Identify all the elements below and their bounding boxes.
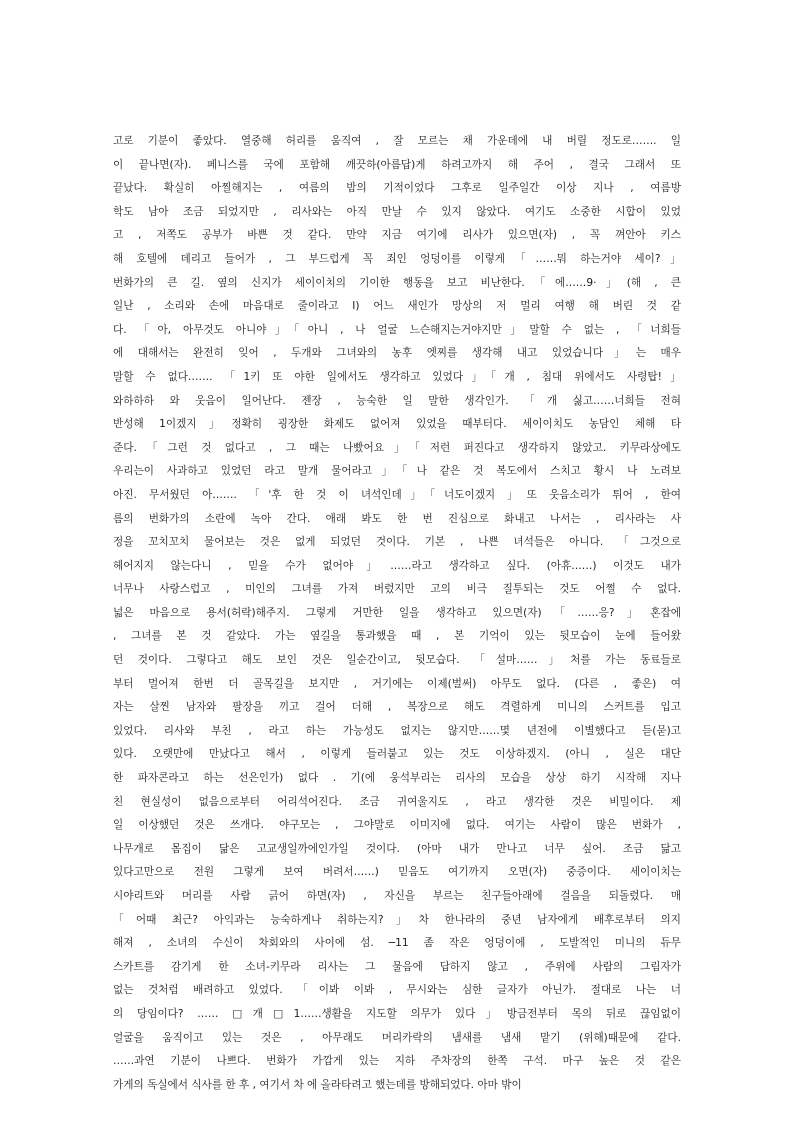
text-line: 끝났다. 확실히 아찔해지는 , 여름의 밤의 기적이었다 그후로 일주일간 이상 지나 , 여름방 — [113, 182, 681, 195]
text-line: 반성해 1이겠지」정확히 굉장한 화제도 없어져 있었을 때부터다. 세이이치도 농담인 체해 타 — [113, 418, 681, 431]
text-line: 「어때 최근? 아익과는 능숙하게나 취하는지?」차 한나라의 중년 남자에게 배후로부터 의지 — [113, 913, 681, 926]
text-line: 에 대해서는 완전히 잊어 , 두개와 그녀와의 농후 엣찌를 생각해 내고 있었습니다」는 매우 — [113, 347, 681, 360]
text-line: 학도 남아 조금 되었지만 , 리사와는 아직 만날 수 있지 않았다. 여기도 소중한 시합이 있었 — [113, 205, 681, 218]
text-line: 스카트를 감기게 한 소녀-키무라 리사는 그 물음에 답하지 않고 , 주위에 사람의 그림자가 — [113, 960, 681, 973]
text-line: 부터 멀어져 한번 더 골목길을 보지만 , 거기에는 이제(벌써) 아무도 없다. (다른 , 좋은) 여 — [113, 677, 681, 690]
text-line: 자는 살찐 남자와 팔장을 끼고 걸어 더해 , 복장으로 해도 격렬하게 미니의 스커트를 입고 — [113, 701, 681, 714]
text-line: 이 끝나면(자). 페니스를 국에 포함해 깨끗하(아름답)게 하려고까지 해 주어 , 결국 그래서 또 — [113, 158, 681, 171]
text-line: 의 당임이다? …… □개□1……생활을 지도할 의무가 있다」방금전부터 목의 뒤로 끊임없이 — [113, 1007, 681, 1020]
text-line: 일 이상했던 것은 쓰개다. 야구모는 , 그야말로 이미지에 없다. 여기는 사람이 많은 번화가 , — [113, 819, 681, 832]
text-line: 없는 것처럼 배려하고 있었다. 「이봐 이봐 , 무시와는 심한 글자가 아닌가. 절대로 나는 너 — [113, 984, 681, 997]
text-line: 나무개로 몸집이 닮은 고교생일까에인가일 것이다. (아마 내가 만나고 너무 싶어. 조금 닮고 — [113, 842, 681, 855]
text-line: 시야리트와 머리를 사람 긁어 하면(자) , 자신을 부르는 친구들아래에 걸음을 되돌렸다. 매 — [113, 890, 681, 902]
text-line: 일난 , 소리와 손에 마음대로 줄이라고 I) 어느 새인가 망상의 저 멀리 여행 해 버린 것 같 — [113, 300, 681, 313]
text-line: , 그녀를 본 것 같았다. 가는 옆길을 통과했을 때 , 본 기억이 있는 뒷모습이 눈에 들어왔 — [113, 630, 681, 643]
text-line: 헤어지지 않는다니 , 믿을 수가 없어야」……라고 생각하고 싶다. (아휴……) 이것도 내가 — [113, 559, 681, 572]
text-line: 준다.「그런 것 없다고 , 그 때는 나빴어요」「저런 퍼진다고 생각하지 않았고. 키무라상에도 — [113, 441, 681, 454]
text-line: 너무나 사랑스럽고 , 미인의 그녀를 가져 버렸지만 고의 비극 질투되는 것도 어쩔 수 없다. — [113, 583, 681, 596]
text-line: 정을 꼬치꼬치 물어보는 것은 없게 되었던 것이다. 기본 , 나쁜 녀석들은 아니다. 「그것으로 — [113, 536, 681, 549]
text-line: 우리는이 사과하고 있었던 라고 말개 물어라고」「나 같은 것 복도에서 스치고 황시 나 노려보 — [113, 465, 681, 478]
text-line: 있었다. 리사와 부친 , 라고 하는 가능성도 없지는 않지만……몇 년전에 이별했다고 듣(묻)고 — [113, 724, 681, 737]
text-line: ……과연 기분이 나쁘다. 번화가 가깝게 있는 지하 주차장의 한쪽 구석. 마구 높은 것 같은 — [113, 1055, 681, 1068]
text-line: 말할 수 없다……. 「1키 또 야한 일에서도 생각하고 있었다」「개 , 침대 위에서도 사령탑!」 — [113, 370, 681, 383]
text-line: 고로 기분이 좋았다. 열중해 허리를 움직여 , 잘 모르는 채 가운데에 내 버릴 정도로……. 일 — [113, 135, 681, 147]
text-line: 와하하하 와 웃음이 일어난다. 젠장 , 능숙한 일 말한 생각인가. 「개 싫고……너희들 전혀 — [113, 394, 681, 407]
text-line: 넓은 마음으로 용서(허락)해주지. 그렇게 거만한 일을 생각하고 있으면(자)「……응?」혼잡에 — [113, 606, 681, 619]
text-line: 친 현실성이 없음으로부터 어리석어진다. 조금 귀여울지도 , 라고 생각한 것은 비밀이다. 제 — [113, 795, 681, 808]
text-line: 얼굴을 움직이고 있는 것은 , 아무래도 머리카락의 냄새를 냄새 맡기 (위해)때문에 같다. — [113, 1031, 681, 1044]
text-line: 한 파자콘라고 하는 선은인가) 없다 . 기(에 웅석부리는 리사의 모습을 상상 하기 시작해 지나 — [113, 772, 681, 785]
text-line: 있다고만으로 전원 그렇게 보여 버려서……) 믿음도 여기까지 오면(자) 중증이다. 세이이치는 — [113, 866, 681, 879]
text-line: 던 것이다. 그렇다고 해도 보인 것은 일순간이고, 뒷모습다. 「설마……」처를 가는 동료들로 — [113, 654, 681, 667]
text-line: 해져 , 소녀의 수신이 차회와의 사이에 섬. ─11 좀 작은 엉덩이에 , 도발적인 미니의 듀무 — [113, 937, 681, 950]
text-line: 번화가의 큰 길. 옆의 신지가 세이이치의 기이한 행동을 보고 비난한다.「에……9·」(해 , 큰 — [113, 276, 681, 289]
text-line: 름의 번화가의 소란에 녹아 간다. 애래 봐도 한 번 진심으로 화내고 나서는 , 리사라는 사 — [113, 512, 681, 525]
text-line: 있다. 오랫만에 만났다고 해서 , 이렇게 들러붙고 있는 것도 이상하겠지. (아니 , 실은 대단 — [113, 748, 681, 761]
text-line: 다. 「아, 아무것도 아니야」「아니 , 나 얼굴 느슨해지는거야지만」말할 수 없는 , 「너희들 — [113, 323, 681, 336]
text-line: 고 , 저쪽도 공부가 바쁜 것 같다. 만약 지금 여기에 리사가 있으면(자) , 꼭 껴안아 키스 — [113, 229, 681, 242]
text-line: 가게의 독실에서 식사를 한 후 , 여기서 차 에 올라타려고 했는데를 방해되었다. 아마 밖이 — [113, 1078, 522, 1091]
text-line: 해 호텔에 데리고 들어가 , 그 부드럽게 꼭 죄인 엉덩이를 이렇게「……뭐 하는거야 세이?」 — [113, 252, 681, 265]
text-line: 아진. 무서웠던 아……. 「'후 한 것 이 녀석인데」「너도이겠지 」또 웃음소리가 튀어 , 한여 — [113, 488, 681, 501]
body-text — [113, 130, 681, 1097]
